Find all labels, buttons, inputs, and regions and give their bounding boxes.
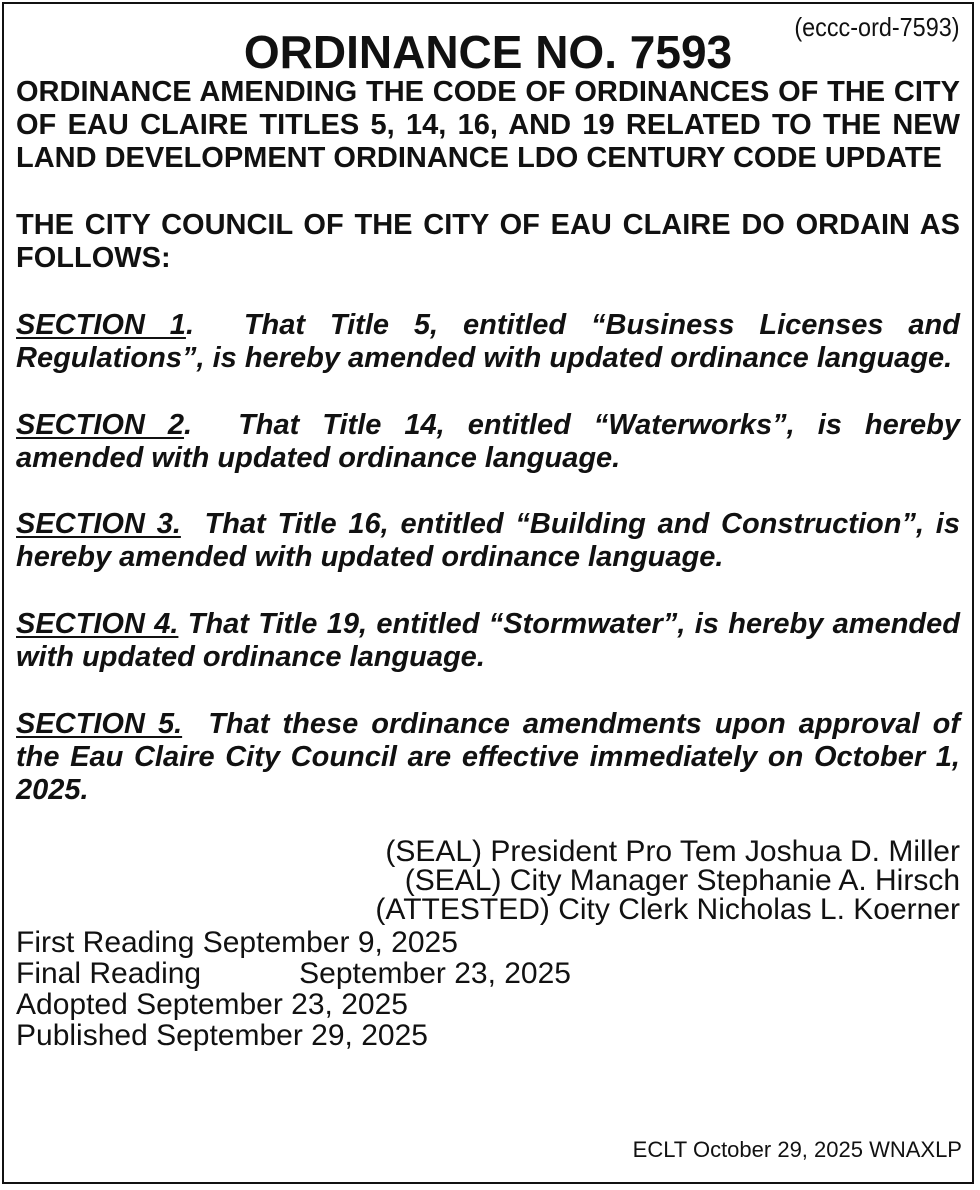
- ordinance-heading: ORDINANCE AMENDING THE CODE OF ORDINANCES OF THE CITY OF EAU CLAIRE TITLES 5, 14, 16, AND 19 RELATED TO THE NEW LAND DEVELOPMENT ORDINANCE LDO CENTURY CODE UPDATE: [16, 76, 960, 174]
- signature-manager: (SEAL) City Manager Stephanie A. Hirsch: [404, 864, 960, 897]
- section-5-label: SECTION 5.: [16, 708, 183, 740]
- section-2-punct: .: [184, 409, 193, 441]
- section-3: [16, 508, 960, 574]
- section-1-label: SECTION 1: [16, 309, 186, 341]
- final-reading-date: September 23, 2025: [299, 957, 571, 990]
- section-4-text: That Title 19, entitled “Stormwater”, is hereby amended with updated ordinance language.: [16, 608, 960, 673]
- publication-footer: ECLT October 29, 2025 WNAXLP: [632, 1137, 962, 1162]
- ordain-statement: THE CITY COUNCIL OF THE CITY OF EAU CLAIRE DO ORDAIN AS FOLLOWS:: [16, 209, 960, 274]
- ordinance-title: ORDINANCE NO. 7593: [243, 26, 733, 78]
- section-4: [16, 608, 960, 674]
- section-3-text: That Title 16, entitled “Building and Construction”, is hereby amended with updated ordinance language.: [16, 508, 960, 573]
- adopted-date: Adopted September 23, 2025: [16, 988, 408, 1021]
- final-reading-label: Final Reading: [16, 957, 202, 990]
- section-5-text: That these ordinance amendments upon approval of the Eau Claire City Council are effective immediately on October 1, 2025.: [16, 708, 960, 806]
- section-1-text: That Title 5, entitled “Business Licenses and Regulations”, is hereby amended with updated ordinance language.: [16, 309, 960, 374]
- signature-block: [16, 837, 960, 924]
- section-4-label: SECTION 4.: [16, 608, 179, 640]
- signature-president: (SEAL) President Pro Tem Joshua D. Miller: [385, 835, 960, 868]
- section-3-label: SECTION 3.: [16, 508, 181, 540]
- section-1-punct: .: [185, 309, 194, 341]
- reading-dates: [16, 927, 960, 1051]
- section-5: [16, 708, 960, 807]
- final-reading: [16, 958, 960, 989]
- section-2-text: That Title 14, entitled “Waterworks”, is hereby amended with updated ordinance language.: [16, 409, 960, 474]
- signature-clerk: (ATTESTED) City Clerk Nicholas L. Koerner: [375, 893, 960, 926]
- section-2: [16, 409, 960, 475]
- first-reading: First Reading September 9, 2025: [16, 926, 458, 959]
- notice-frame: [2, 2, 974, 1184]
- ordinance-code: (eccc-ord-7593): [794, 12, 960, 42]
- published-date: Published September 29, 2025: [16, 1019, 428, 1052]
- notice-body: [16, 4, 960, 1051]
- section-1: [16, 309, 960, 375]
- section-2-label: SECTION 2: [16, 409, 185, 441]
